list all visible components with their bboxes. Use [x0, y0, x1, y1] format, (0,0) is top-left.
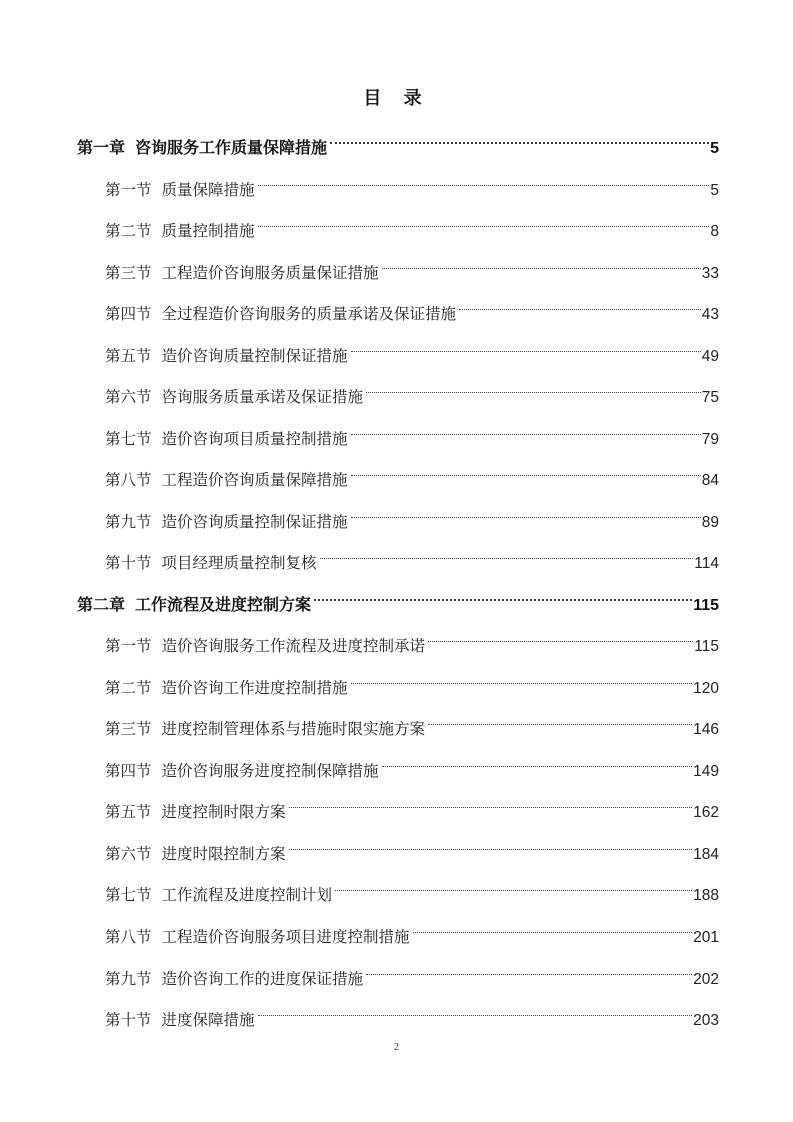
page-number: 202 [693, 971, 719, 988]
toc-section[interactable] [105, 414, 719, 448]
section-title: 造价咨询工作进度控制措施 [161, 679, 348, 697]
section-number: 第十节 [105, 554, 152, 572]
section-title: 工作流程及进度控制计划 [161, 886, 333, 904]
toc-section[interactable] [105, 870, 719, 904]
toc-section[interactable] [105, 206, 719, 240]
page-number: 84 [701, 472, 719, 489]
page-number: 8 [710, 223, 719, 240]
section-number: 第七节 [105, 430, 152, 448]
section-number: 第一节 [105, 637, 152, 655]
dot-leader [366, 954, 692, 984]
page-number: 114 [694, 555, 719, 572]
page-number: 120 [693, 680, 719, 697]
section-number: 第七节 [105, 886, 152, 904]
page-footer-number: 2 [394, 1042, 399, 1053]
section-title: 造价咨询项目质量控制措施 [161, 430, 348, 448]
dot-leader [351, 414, 701, 444]
toc-section[interactable] [105, 787, 719, 821]
page-number: 149 [693, 763, 719, 780]
section-title: 进度控制时限方案 [161, 803, 286, 821]
toc-section[interactable] [105, 497, 719, 531]
dot-leader [258, 206, 710, 236]
dot-leader [382, 746, 693, 776]
section-title: 工程造价咨询质量保障措施 [161, 471, 348, 489]
toc-section[interactable] [105, 372, 719, 406]
section-number: 第九节 [105, 513, 152, 531]
chapter-title: 工作流程及进度控制方案 [135, 595, 312, 614]
chapter-number: 第一章 [77, 138, 126, 157]
dot-leader [314, 580, 692, 610]
dot-leader [289, 829, 693, 859]
page-number: 115 [693, 597, 719, 614]
dot-leader [351, 455, 701, 485]
page-number: 89 [701, 514, 719, 531]
toc-section[interactable] [105, 621, 719, 655]
page-number: 188 [693, 887, 719, 904]
section-title: 进度控制管理体系与措施时限实施方案 [161, 720, 426, 738]
section-number: 第四节 [105, 305, 152, 323]
section-number: 第八节 [105, 928, 152, 946]
section-title: 工程造价咨询服务项目进度控制措施 [161, 928, 410, 946]
page-number: 203 [693, 1012, 719, 1029]
dot-leader [428, 704, 692, 734]
section-title: 进度时限控制方案 [161, 845, 286, 863]
section-title: 质量控制措施 [161, 222, 255, 240]
toc-chapter-2[interactable] [77, 580, 719, 614]
toc-section[interactable] [105, 829, 719, 863]
chapter-title: 咨询服务工作质量保障措施 [135, 138, 328, 157]
dot-leader [289, 787, 693, 817]
section-title: 工程造价咨询服务质量保证措施 [161, 264, 379, 282]
dot-leader [258, 995, 693, 1025]
page-number: 201 [693, 929, 719, 946]
page-number: 43 [701, 306, 719, 323]
toc-section[interactable] [105, 746, 719, 780]
toc-section[interactable] [105, 663, 719, 697]
section-title: 进度保障措施 [161, 1011, 255, 1029]
section-number: 第三节 [105, 720, 152, 738]
section-number: 第三节 [105, 264, 152, 282]
page-number: 146 [693, 721, 719, 738]
toc-section[interactable] [105, 704, 719, 738]
section-title: 造价咨询工作的进度保证措施 [161, 970, 364, 988]
toc-section[interactable] [105, 912, 719, 946]
page-number: 49 [701, 348, 719, 365]
page-number: 33 [701, 265, 719, 282]
page-title: 目 录 [363, 88, 430, 109]
section-number: 第五节 [105, 803, 152, 821]
section-title: 全过程造价咨询服务的质量承诺及保证措施 [161, 305, 457, 323]
section-title: 造价咨询服务工作流程及进度控制承诺 [161, 637, 426, 655]
toc-chapter-1[interactable] [77, 123, 719, 157]
section-title: 造价咨询质量控制保证措施 [161, 513, 348, 531]
section-number: 第五节 [105, 347, 152, 365]
dot-leader [382, 248, 701, 278]
section-number: 第六节 [105, 388, 152, 406]
toc-section[interactable] [105, 289, 719, 323]
dot-leader [258, 165, 710, 195]
toc-section[interactable] [105, 538, 719, 572]
toc-section[interactable] [105, 331, 719, 365]
page-number: 79 [701, 431, 719, 448]
section-title: 咨询服务质量承诺及保证措施 [161, 388, 364, 406]
toc-section[interactable] [105, 954, 719, 988]
dot-leader [351, 497, 701, 527]
section-number: 第六节 [105, 845, 152, 863]
dot-leader [351, 663, 693, 693]
section-number: 第九节 [105, 970, 152, 988]
page-number: 115 [694, 638, 719, 655]
page-number: 5 [710, 182, 719, 199]
dot-leader [459, 289, 701, 319]
dot-leader [320, 538, 694, 568]
section-number: 第八节 [105, 471, 152, 489]
toc-section[interactable] [105, 455, 719, 489]
section-number: 第二节 [105, 679, 152, 697]
page-number: 184 [693, 846, 719, 863]
chapter-number: 第二章 [77, 595, 126, 614]
page-number: 75 [701, 389, 719, 406]
dot-leader [330, 123, 709, 153]
section-number: 第二节 [105, 222, 152, 240]
dot-leader [335, 870, 692, 900]
toc-section[interactable] [105, 248, 719, 282]
dot-leader [428, 621, 693, 651]
page-number: 5 [710, 140, 719, 157]
section-title: 质量保障措施 [161, 181, 255, 199]
dot-leader [366, 372, 701, 402]
section-number: 第十节 [105, 1011, 152, 1029]
section-number: 第四节 [105, 762, 152, 780]
section-title: 造价咨询质量控制保证措施 [161, 347, 348, 365]
section-title: 项目经理质量控制复核 [161, 554, 317, 572]
toc-section[interactable] [105, 995, 719, 1029]
dot-leader [351, 331, 701, 361]
section-title: 造价咨询服务进度控制保障措施 [161, 762, 379, 780]
page-number: 162 [693, 804, 719, 821]
dot-leader [413, 912, 693, 942]
section-number: 第一节 [105, 181, 152, 199]
toc-section[interactable] [105, 165, 719, 199]
